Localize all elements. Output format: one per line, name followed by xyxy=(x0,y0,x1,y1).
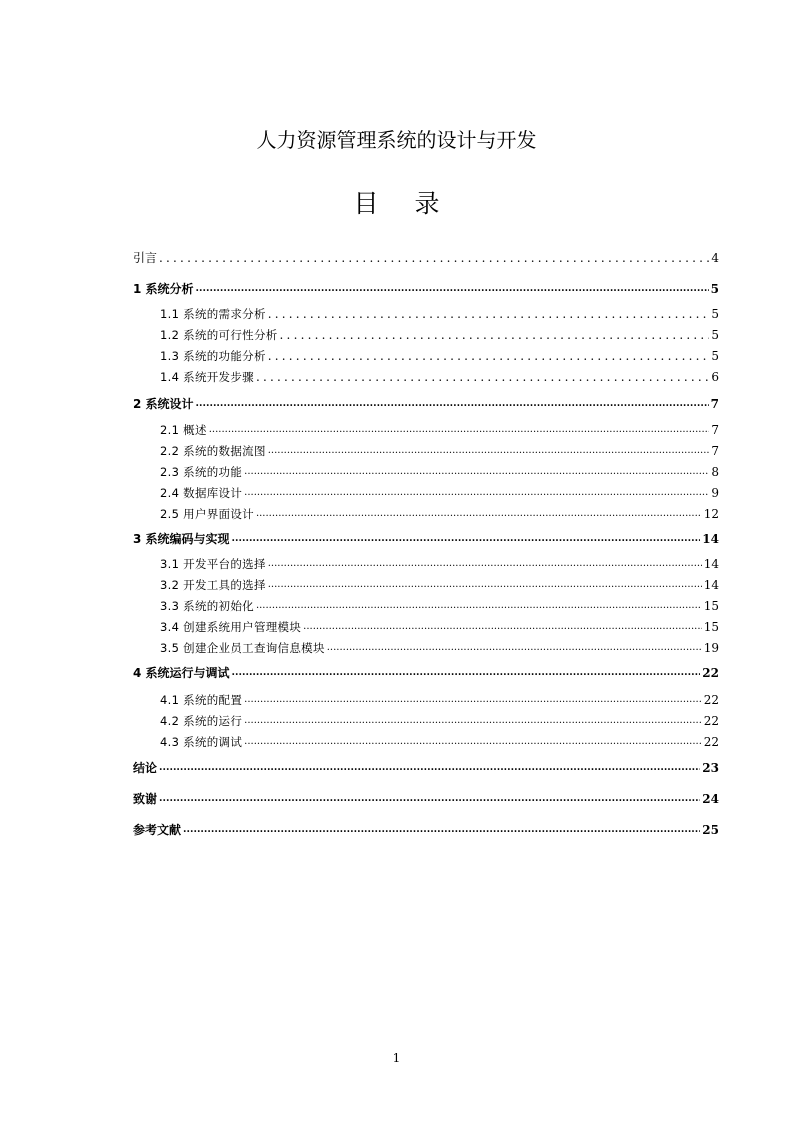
toc-entry-label: 引言 xyxy=(133,251,158,265)
toc-dot-leader xyxy=(244,714,702,728)
toc-entry-label: 2.3 系统的功能 xyxy=(160,465,243,479)
toc-dot-leader xyxy=(232,666,701,680)
toc-entry[interactable] xyxy=(160,345,719,363)
toc-entry-page: 5 xyxy=(711,307,719,321)
toc-entry[interactable] xyxy=(160,689,719,707)
toc-entry-page: 6 xyxy=(711,370,719,384)
toc-entry-label: 3 系统编码与实现 xyxy=(133,532,230,546)
toc-dot-leader xyxy=(268,307,710,321)
toc-entry-page: 22 xyxy=(703,714,719,728)
toc-dot-leader xyxy=(209,423,710,437)
toc-dot-leader xyxy=(244,465,709,479)
toc-entry[interactable] xyxy=(160,731,719,749)
toc-entry-label: 4.2 系统的运行 xyxy=(160,714,243,728)
toc-entry[interactable] xyxy=(160,482,719,500)
toc-entry-page: 22 xyxy=(703,693,719,707)
toc-entry[interactable] xyxy=(160,303,719,321)
toc-entry[interactable] xyxy=(133,393,719,411)
toc-dot-leader xyxy=(244,693,702,707)
toc-dot-leader xyxy=(268,444,710,458)
toc-entry-page: 19 xyxy=(703,641,719,655)
toc-entry[interactable] xyxy=(160,574,719,592)
toc-dot-leader xyxy=(280,328,710,342)
toc-dot-leader xyxy=(256,370,709,384)
toc-entry-page: 7 xyxy=(711,423,719,437)
toc-entry[interactable] xyxy=(160,616,719,634)
toc-entry[interactable] xyxy=(133,757,719,775)
toc-entry-page: 9 xyxy=(711,486,719,500)
toc-dot-leader xyxy=(232,532,701,546)
toc-dot-leader xyxy=(159,761,700,775)
toc-entry[interactable] xyxy=(160,553,719,571)
toc-entry-label: 3.2 开发工具的选择 xyxy=(160,578,266,592)
toc-dot-leader xyxy=(244,486,709,500)
toc-entry[interactable] xyxy=(133,247,719,265)
toc-entry-label: 4.3 系统的调试 xyxy=(160,735,243,749)
toc-dot-leader xyxy=(196,282,709,296)
toc-entry-page: 14 xyxy=(702,532,719,546)
toc-entry-page: 5 xyxy=(711,349,719,363)
toc-entry-page: 5 xyxy=(711,328,719,342)
toc-entry-page: 15 xyxy=(703,620,719,634)
document-title: 人力资源管理系统的设计与开发 xyxy=(256,128,537,152)
toc-entry-page: 8 xyxy=(711,465,719,479)
toc-entry[interactable] xyxy=(160,710,719,728)
toc-entry[interactable] xyxy=(133,528,719,546)
toc-entry-label: 2.2 系统的数据流图 xyxy=(160,444,266,458)
toc-entry[interactable] xyxy=(133,819,719,837)
toc-entry-label: 4.1 系统的配置 xyxy=(160,693,243,707)
toc-entry-label: 参考文献 xyxy=(133,823,182,837)
toc-entry[interactable] xyxy=(160,324,719,342)
toc-dot-leader xyxy=(256,507,702,521)
toc-entry-page: 14 xyxy=(703,578,719,592)
toc-entry-page: 25 xyxy=(702,823,719,837)
toc-entry[interactable] xyxy=(133,662,719,680)
toc-entry-label: 致谢 xyxy=(133,792,158,806)
toc-entry-label: 1.1 系统的需求分析 xyxy=(160,307,266,321)
toc-entry-label: 4 系统运行与调试 xyxy=(133,666,230,680)
toc-heading: 目 录 xyxy=(353,189,454,218)
toc-entry[interactable] xyxy=(160,419,719,437)
page-number: 1 xyxy=(392,1051,401,1065)
toc-dot-leader xyxy=(268,557,702,571)
toc-entry[interactable] xyxy=(160,637,719,655)
toc-entry-label: 3.4 创建系统用户管理模块 xyxy=(160,620,302,634)
toc-dot-leader xyxy=(268,578,702,592)
toc-entry[interactable] xyxy=(133,788,719,806)
toc-dot-leader xyxy=(159,792,700,806)
toc-entry-label: 2 系统设计 xyxy=(133,397,194,411)
toc-entry-label: 1.3 系统的功能分析 xyxy=(160,349,266,363)
toc-entry[interactable] xyxy=(160,440,719,458)
toc-dot-leader xyxy=(244,735,702,749)
toc-dot-leader xyxy=(256,599,702,613)
toc-entry[interactable] xyxy=(133,278,719,296)
toc-entry[interactable] xyxy=(160,366,719,384)
toc-dot-leader xyxy=(196,397,709,411)
toc-entry-page: 12 xyxy=(703,507,719,521)
toc-entry[interactable] xyxy=(160,595,719,613)
toc-entry-page: 14 xyxy=(703,557,719,571)
toc-entry-label: 3.3 系统的初始化 xyxy=(160,599,254,613)
toc-entry-label: 3.1 开发平台的选择 xyxy=(160,557,266,571)
toc-entry-label: 1 系统分析 xyxy=(133,282,194,296)
toc-entry-label: 1.2 系统的可行性分析 xyxy=(160,328,278,342)
toc-dot-leader xyxy=(183,823,700,837)
toc-dot-leader xyxy=(303,620,702,634)
toc-entry-page: 5 xyxy=(710,282,719,296)
toc-entry-label: 1.4 系统开发步骤 xyxy=(160,370,254,384)
toc-entry-page: 22 xyxy=(702,666,719,680)
toc-entry-page: 7 xyxy=(710,397,719,411)
toc-entry-page: 15 xyxy=(703,599,719,613)
toc-entry-page: 7 xyxy=(711,444,719,458)
toc-entry[interactable] xyxy=(160,503,719,521)
toc-dot-leader xyxy=(327,641,702,655)
toc-dot-leader xyxy=(268,349,710,363)
toc-entry-label: 2.4 数据库设计 xyxy=(160,486,243,500)
toc-entry[interactable] xyxy=(160,461,719,479)
toc-dot-leader xyxy=(159,251,709,265)
toc-entry-label: 3.5 创建企业员工查询信息模块 xyxy=(160,641,325,655)
toc-entry-label: 2.1 概述 xyxy=(160,423,207,437)
toc-entry-page: 4 xyxy=(711,251,719,265)
toc-entry-page: 23 xyxy=(702,761,719,775)
toc-entry-page: 22 xyxy=(703,735,719,749)
toc-entry-page: 24 xyxy=(702,792,719,806)
toc-entry-label: 2.5 用户界面设计 xyxy=(160,507,254,521)
toc-entry-label: 结论 xyxy=(133,761,158,775)
